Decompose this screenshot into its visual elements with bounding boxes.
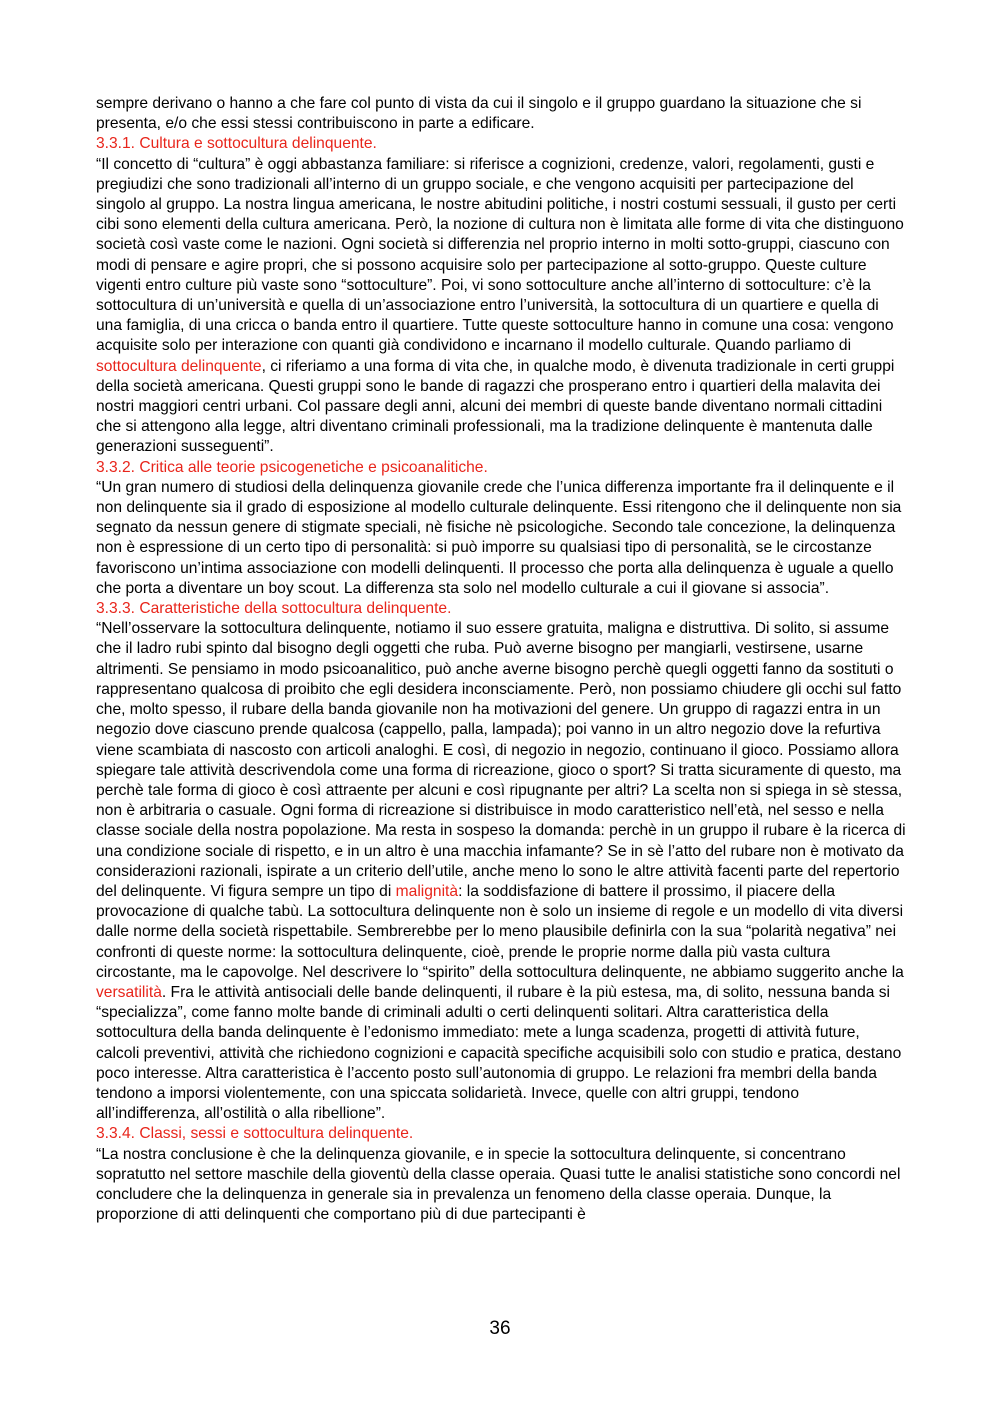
page-body bbox=[96, 94, 906, 1225]
highlight-term: sottocultura delinquente bbox=[96, 357, 262, 375]
intro-paragraph: sempre derivano o hanno a che fare col punto di vista da cui il singolo e il gruppo guardano la situazione che si presenta, e/o che essi stessi contribuiscono in parte a edificare. bbox=[96, 95, 862, 133]
text-run: “Nell’osservare la sottocultura delinquente, notiamo il suo essere gratuita, maligna e distruttiva. Di solito, si assume che il ladro rubi spinto dal bisogno degli oggetti che ruba. Può averne bisogno per mangiarli, vestirsene, usarne altrimenti. Se pensiamo in modo psicoanalitico, può anche averne bisogno perchè quegli oggetti fanno da sostituti o rappresentano qualcosa di proibito che egli desidera inconsciamente. Però, non possiamo chiudere gli occhi sul fatto che, molto spesso, il rubare della banda giovanile non ha motivazioni del genere. Un gruppo di ragazzi entra in un negozio dove ciascuno prende qualcosa (cappello, palla, lampada); poi vanno in un altro negozio dove la refurtiva viene scambiata di nascosto con articoli analoghi. E così, di negozio in negozio, continuano il gioco. Possiamo allora spiegare tale attività descrivendola come una forma di ricreazione, gioco o sport? Si tratta sicuramente di questo, ma perchè tale forma di gioco è così attraente per alcuni e così ripugnante per altri? La scelta non si spiega in sè stessa, non è arbitraria o casuale. Ogni forma di ricreazione si distribuisce in modo caratteristico nell’età, nel sesso e nella classe sociale della nostra popolazione. Ma resta in sospeso la domanda: perchè in un gruppo il rubare è la ricerca di una condizione sociale di rispetto, e in un altro è una macchia infamante? Se in sè l’atto del rubare non è motivato da considerazioni razionali, ispirate a un criterio dell’utile, anche meno lo sono le altre attività facenti parte del repertorio del delinquente. Vi figura sempre un tipo di bbox=[96, 620, 906, 900]
text-run: “Un gran numero di studiosi della delinquenza giovanile crede che l’unica differenza importante fra il delinquente e il non delinquente sia il grado di esposizione al modello culturale delinquente. Essi ritengono che il delinquente non sia segnato da nessun genere di stigmate speciali, nè fisiche nè psicologiche. Secondo tale concezione, la delinquenza non è espressione di un certo tipo di personalità: si può imporre su qualsiasi tipo di personalità, se le circostanze favoriscono un’intima associazione con modelli delinquenti. Il processo che porta alla delinquenza è uguale a quello che porta a diventare un boy scout. La differenza sta solo nel modello culturale a cui il giovane si associa”. bbox=[96, 478, 902, 597]
section-heading-3-3-1: 3.3.1. Cultura e sottocultura delinquente. bbox=[96, 135, 377, 153]
text-run: . Fra le attività antisociali delle bande delinquenti, il rubare è la più estesa, ma, di solito, nessuna banda si “specializza”, come fanno molte bande di criminali adulti o certi delinquenti solitari. Altra caratteristica della sottocultura della banda delinquente è l’edonismo immediato: mete a lunga scadenza, progetti di attività future, calcoli preventivi, attività che richiedono cognizioni e capacità specifiche acquisibili solo con studio e pratica, destano poco interesse. Altra caratteristica è l’accento posto sull’autonomia di gruppo. Le relazioni fra membri della banda tendono a imporsi violentemente, con una spiccata solidarietà. Invece, quelle con altri gruppi, tendono all’indifferenza, all’ostilità o alla ribellione”. bbox=[96, 983, 902, 1123]
section-paragraph-3-3-3 bbox=[96, 619, 906, 1124]
section-paragraph-3-3-1 bbox=[96, 155, 906, 458]
page-number: 36 bbox=[489, 1318, 511, 1339]
section-paragraph-3-3-4 bbox=[96, 1145, 906, 1226]
highlight-term: versatilità bbox=[96, 983, 162, 1001]
text-run: “Il concetto di “cultura” è oggi abbastanza familiare: si riferisce a cognizioni, credenze, valori, regolamenti, gusti e pregiudizi che sono tradizionali all’interno di un gruppo sociale, e che vengono acquisiti per partecipazione del singolo al gruppo. La nostra lingua americana, le nostre abitudini politiche, i nostri costumi sessuali, il gusto per certi cibi sono elementi della cultura americana. Però, la nozione di cultura non è limitata alle forme di vita che distinguono società così vaste come le nazioni. Ogni società si differenzia nel proprio interno in molti sotto-gruppi, ciascuno con modi di pensare e agire propri, che si possono acquisire solo per partecipazione al sotto-gruppo. Queste culture vigenti entro culture più vaste sono “sottoculture”. Poi, vi sono sottoculture anche all’interno di sottoculture: c’è la sottocultura di un’università e quella di un’associazione entro l’università, la sottocultura di un quartiere e quella di una famiglia, di una cricca o banda entro il quartiere. Tutte queste sottoculture hanno in comune una cosa: vengono acquisite solo per interazione con quanti già condividono e incarnano il modello culturale. Quando parliamo di bbox=[96, 155, 904, 355]
text-run: , ci riferiamo a una forma di vita che, in qualche modo, è divenuta tradizionale in certi gruppi della società americana. Questi gruppi sono le bande di ragazzi che prosperano entro i quartieri della malavita dei nostri maggiori centri urbani. Col passare degli anni, alcuni dei membri di queste bande diventano normali cittadini che si attengono alla legge, altri diventano criminali professionali, ma la tradizione delinquente è mantenuta dalle generazioni susseguenti”. bbox=[96, 357, 895, 456]
highlight-term: malignità bbox=[395, 882, 459, 900]
text-run: “La nostra conclusione è che la delinquenza giovanile, e in specie la sottocultura delinquente, si concentrano sopratutto nel settore maschile della gioventù della classe operaia. Quasi tutte le analisi statistiche sono concordi nel concludere che la delinquenza in generale sia in prevalenza un fenomeno della classe operaia. Dunque, la proporzione di atti delinquenti che comportano più di due partecipanti è bbox=[96, 1145, 901, 1224]
section-heading-3-3-4: 3.3.4. Classi, sessi e sottocultura delinquente. bbox=[96, 1125, 414, 1143]
section-heading-3-3-2: 3.3.2. Critica alle teorie psicogenetiche e psicoanalitiche. bbox=[96, 458, 488, 476]
text-run: : la soddisfazione di battere il prossimo, il piacere della provocazione di qualche tabù. La sottocultura delinquente non è solo un insieme di regole e un modello di vita diversi dalle norme della società rispettabile. Sembrerebbe per lo meno plausibile definirla con la sua “polarità negativa” nei confronti di queste norme: la sottocultura delinquente, cioè, prende le proprie norme dalla più vasta cultura circostante, ma le capovolge. Nel descrivere lo “spirito” della sottocultura delinquente, ne abbiamo suggerito anche la bbox=[96, 882, 904, 981]
section-paragraph-3-3-2 bbox=[96, 478, 906, 599]
section-heading-3-3-3: 3.3.3. Caratteristiche della sottocultura delinquente. bbox=[96, 600, 452, 618]
